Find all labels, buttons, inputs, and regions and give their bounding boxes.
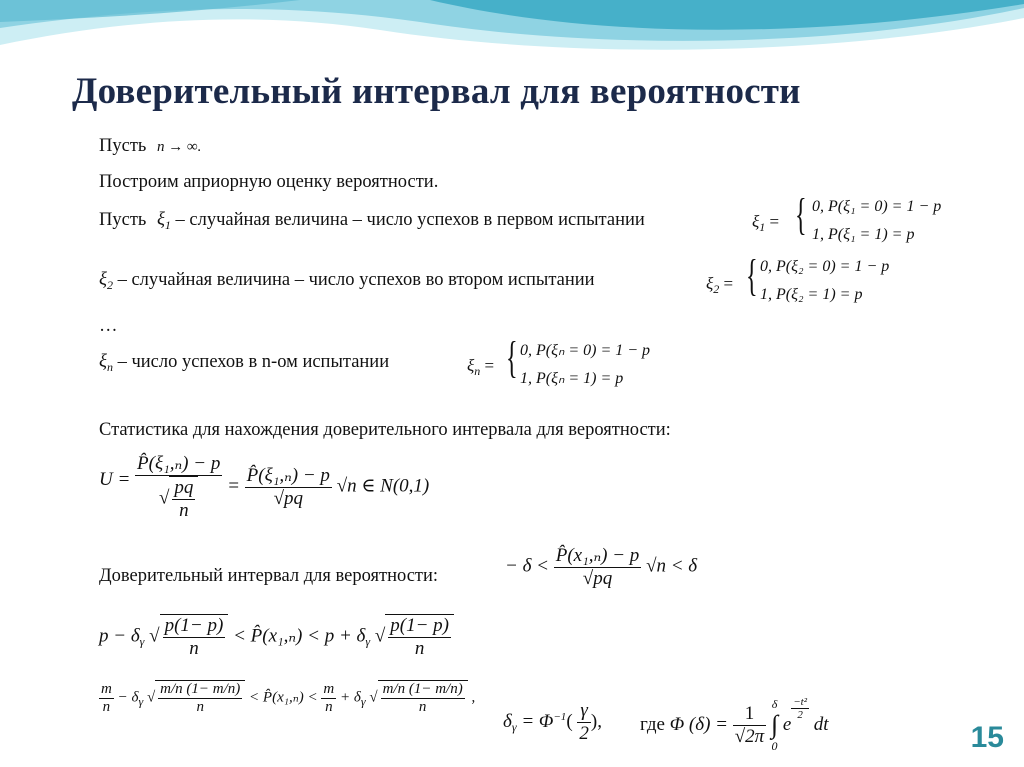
xi1-symbol (157, 210, 171, 230)
xi2-case-row1: 0, P(ξ₂ = 0) = 1 − p (760, 258, 890, 275)
xi2-case-row2: 1, P(ξ₂ = 1) = p (760, 286, 863, 303)
line-ci-heading: Доверительный интервал для вероятности: (99, 566, 439, 586)
ci-num: P̂(x₁,ₙ) − p (555, 545, 640, 566)
ci-lhs: − δ < (505, 555, 549, 577)
phi-def: Φ (δ) = (669, 714, 728, 735)
xi1-case-row2: 1, P(ξ₁ = 1) = p (812, 226, 915, 243)
line3-prefix: Пусть (99, 210, 147, 230)
line-xin-definition (99, 352, 389, 375)
integral: δ ∫ 0 (770, 697, 779, 753)
U-eq: = (227, 475, 240, 497)
xin-brace: { (506, 333, 518, 382)
integral-lower: 0 (771, 738, 778, 753)
xi1-var: ξ (156, 210, 165, 230)
header-wave-decoration (0, 0, 1024, 70)
xi2-symbol: $\xi_2$ (99, 270, 113, 292)
ci-fraction (554, 544, 642, 590)
ineq1-gamma: γ (139, 634, 145, 649)
formula-inequality-2: $\frac{m}{n}$ − $\delta_\gamma$ √ $\frac{m/n (1- m/n)}{n}$ < P̂(x₁,ₙ) < $\frac{m}{n}$ + $\delta_\gamma$ √ $\frac{m/n (1- m/n)}{n}$ , (101, 680, 476, 715)
where-word: где (640, 714, 665, 735)
ellipsis: … (99, 316, 118, 336)
gamma-den: 2 (579, 723, 589, 744)
ineq1-mid: < P̂(x₁,ₙ) < p + δ (233, 625, 366, 647)
U-num-2: P̂(ξ₁,ₙ) − p (246, 465, 330, 486)
line1-prefix: Пусть (99, 136, 147, 156)
exp-den: 2 (791, 708, 809, 721)
line3-text: – случайная величина – число успехов в первом испытании (170, 210, 645, 230)
ineq2-n: n (99, 698, 114, 716)
ineq1-left: p − δ (99, 625, 140, 647)
U-fraction-1 (135, 452, 222, 522)
xin-case-row1: 0, P(ξₙ = 0) = 1 − p (520, 342, 651, 359)
delta-gamma: δ (503, 710, 512, 732)
line5-text: – число успехов в n-ом испытании (112, 352, 390, 372)
phi-frac-den: √2π (734, 726, 765, 748)
integral-upper: δ (771, 697, 778, 712)
xin-lhs: $\xi_n$ = (467, 356, 495, 378)
delta-gamma-def: = Φ (521, 710, 554, 732)
n-to-infinity-math: n → ∞. (156, 139, 202, 155)
phi-frac-num: 1 (744, 703, 755, 725)
page-number: 15 (970, 721, 1004, 754)
U-num-1: P̂(ξ₁,ₙ) − p (137, 453, 221, 474)
phi-inverse-exp: −1 (553, 710, 567, 723)
slide-title: Доверительный интервал для вероятности (72, 71, 801, 112)
line-let-n-infinity (99, 136, 201, 157)
exp-num: −t² (793, 696, 808, 708)
ci-den: √pq (554, 567, 642, 590)
formula-ci (505, 544, 697, 590)
line-xi1-definition (99, 210, 645, 233)
xi2-lhs: $\xi_2$ = (706, 274, 734, 296)
ineq2-inner-1: m/n (1− m/n) (160, 681, 241, 697)
ci-tail: √n < δ (646, 555, 698, 577)
line-a-priori-estimate: Построим априорную оценку вероятности. (99, 172, 439, 192)
xi1-lhs: $\xi_1$ = (752, 212, 780, 234)
line-xi2-definition (99, 270, 595, 293)
xi1-brace: { (795, 190, 807, 239)
xin-case-row2: 1, P(ξₙ = 1) = p (520, 370, 624, 387)
U-tail: √n ∈ N(0,1) (336, 475, 430, 497)
ineq2-m: m (101, 680, 112, 697)
formula-delta-gamma: $\delta_\gamma = \Phi^{-1}$( $\frac{\gamma}{2}$ ), (503, 700, 602, 744)
xi2-brace: { (746, 251, 758, 300)
ineq2-mid: < P̂(x₁,ₙ) < (249, 689, 318, 706)
ineq1-sqrt-den: n (163, 637, 226, 660)
U-lhs: U = (99, 469, 131, 491)
U-fraction-2 (245, 464, 332, 510)
formula-inequality-1: $p - \delta_\gamma$ √ $\frac{p(1- p)}{n}$ < P̂(x₁,ₙ) < $p + \delta_\gamma$ √ $\frac{p(1- p)}{n}$ (99, 614, 454, 660)
line-statistic-heading: Статистика для нахождения доверительного интервала для вероятности: (99, 420, 671, 440)
dt: dt (813, 714, 829, 735)
ineq1-sqrt-num: p(1− p) (164, 615, 224, 636)
gamma-num: γ (580, 700, 588, 721)
U-den-1: √ $\frac{pq}{n}$ (135, 475, 222, 522)
xi1-sub: 1 (164, 218, 171, 232)
xin-symbol: $\xi_n$ (99, 352, 113, 374)
xi1-case-row1: 0, P(ξ₁ = 0) = 1 − p (812, 198, 942, 215)
U-den-2: √pq (245, 487, 332, 510)
line4-text: – случайная величина – число успехов во втором испытании (112, 270, 595, 290)
integrand: e (782, 714, 792, 735)
formula-phi (640, 696, 829, 753)
formula-U (99, 452, 429, 522)
